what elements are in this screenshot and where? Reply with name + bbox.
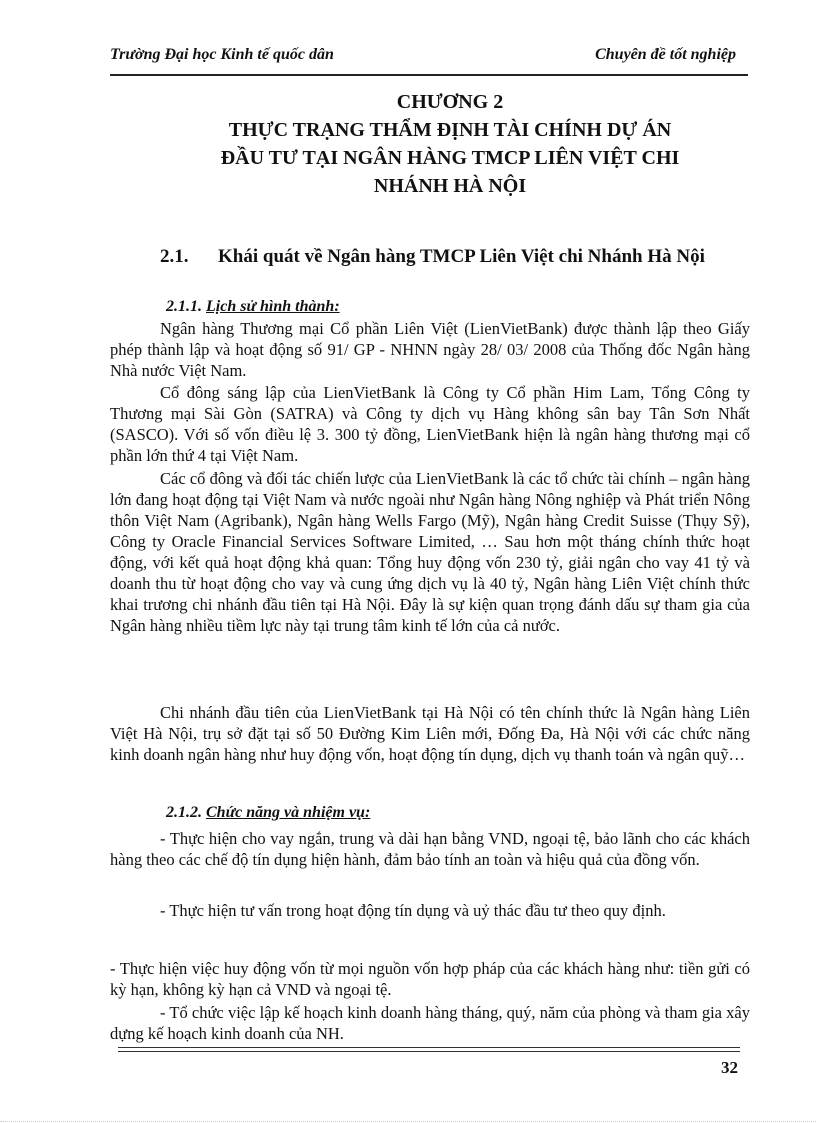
chapter-number: CHƯƠNG 2 xyxy=(396,91,504,113)
subsection-number: 2.1.2. xyxy=(166,804,202,821)
paragraph: - Thực hiện tư vấn trong hoạt động tín dụng và uỷ thác đầu tư theo quy định. xyxy=(160,901,666,920)
section-heading-2-1 xyxy=(160,244,750,270)
footer-rule-double xyxy=(118,1051,740,1052)
section-number: 2.1. xyxy=(160,246,189,267)
page-edge-dotted-line xyxy=(0,1121,816,1122)
paragraph: - Tổ chức việc lập kế hoạch kinh doanh hàng tháng, quý, năm của phòng và tham gia xây dựng kế hoạch kinh doanh của NH. xyxy=(110,1003,750,1043)
chapter-title-line-3: NHÁNH HÀ NỘI xyxy=(373,175,527,197)
page-header xyxy=(110,44,736,70)
paragraph: Các cổ đông và đối tác chiến lược của LienVietBank là các tổ chức tài chính – ngân hàng lớn đang hoạt động tại Việt Nam và nước ngoài như Ngân hàng Nông nghiệp và Phát triển Nông thôn Việt Nam (Agribank), Ngân hàng Wells Fargo (Mỹ), Ngân hàng Credit Suisse (Thụy Sỹ), Công ty Oracle Financial Services Software Limited, … Sau hơn một tháng chính thức hoạt động, với kết quả hoạt động khả quan: Tổng huy động vốn 230 tỷ, giải ngân cho vay 41 tỷ và doanh thu từ hoạt động cho vay và cung ứng dịch vụ là 40 tỷ, Ngân hàng Liên Việt chính thức khai trương chi nhánh đầu tiên tại Hà Nội. Đây là sự kiện quan trọng đánh dấu sự tham gia của Ngân hàng nhiều tiềm lực này tại trung tâm kinh tế lớn của cả nước. xyxy=(110,469,750,635)
chapter-title-line-2: ĐẦU TƯ TẠI NGÂN HÀNG TMCP LIÊN VIỆT CHI xyxy=(220,147,680,169)
paragraph: Chi nhánh đầu tiên của LienVietBank tại Hà Nội có tên chính thức là Ngân hàng Liên Việt Hà Nội, trụ sở đặt tại số 50 Đường Kim Liên mới, Đống Đa, Hà Nội với các chức năng kinh doanh ngân hàng như huy động vốn, hoạt động tín dụng, dịch vụ thanh toán và ngân quỹ… xyxy=(110,703,750,764)
subsection-number: 2.1.1. xyxy=(166,298,202,315)
subsection-title: Lịch sử hình thành: xyxy=(206,298,340,315)
subsection-heading-2-1-1 xyxy=(166,298,340,316)
paragraph: Ngân hàng Thương mại Cổ phần Liên Việt (LienVietBank) được thành lập theo Giấy phép thành lập và hoạt động số 91/ GP - NHNN ngày 28/ 03/ 2008 của Thống đốc Ngân hàng Nhà nước Việt Nam. xyxy=(110,319,750,380)
section-title: Khái quát về Ngân hàng TMCP Liên Việt chi Nhánh Hà Nội xyxy=(218,246,705,267)
header-rule xyxy=(110,74,748,76)
footer-rule xyxy=(118,1047,740,1048)
paragraph: Cổ đông sáng lập của LienVietBank là Công ty Cổ phần Him Lam, Tổng Công ty Thương mại Sài Gòn (SATRA) và Công ty dịch vụ Hàng không sân bay Tân Sơn Nhất (SASCO). Với số vốn điều lệ 3. 300 tỷ đồng, LienVietBank hiện là ngân hàng thương mại cổ phần lớn thứ 4 tại Việt Nam. xyxy=(110,383,750,465)
paragraph: - Thực hiện cho vay ngắn, trung và dài hạn bằng VND, ngoại tệ, bảo lãnh cho các khách hàng theo các chế độ tín dụng hiện hành, đảm bảo tính an toàn và hiệu quả của đồng vốn. xyxy=(110,829,750,869)
subsection-heading-2-1-2 xyxy=(166,804,370,822)
page-number: 32 xyxy=(721,1058,738,1077)
header-university: Trường Đại học Kinh tế quốc dân xyxy=(110,46,334,63)
header-thesis-label: Chuyên đề tốt nghiệp xyxy=(595,46,736,63)
paragraph: - Thực hiện việc huy động vốn từ mọi nguồn vốn hợp pháp của các khách hàng như: tiền gửi có kỳ hạn, không kỳ hạn cả VND và ngoại tệ. xyxy=(110,959,750,999)
subsection-title: Chức năng và nhiệm vụ: xyxy=(206,804,371,821)
chapter-title-line-1: THỰC TRẠNG THẨM ĐỊNH TÀI CHÍNH DỰ ÁN xyxy=(228,119,672,141)
